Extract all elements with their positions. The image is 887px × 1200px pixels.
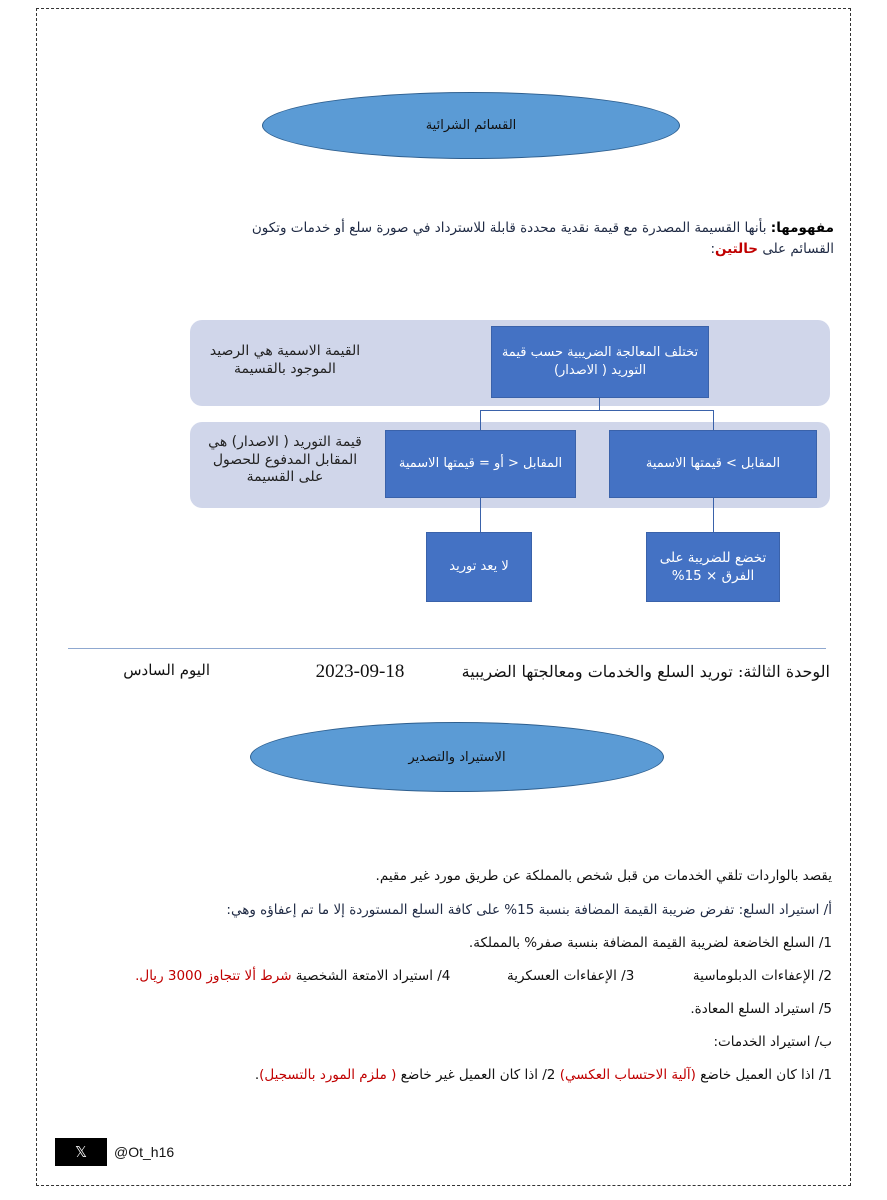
- right-child-box: تخضع للضريبة على الفرق × 15%: [646, 532, 780, 602]
- concept-line2-colon: :: [710, 240, 715, 257]
- case-end: .: [254, 1067, 260, 1083]
- concept-label: مفهومها:: [770, 220, 834, 236]
- unit-date: 2023-09-18: [315, 661, 405, 682]
- x-logo: 𝕏: [55, 1138, 107, 1166]
- paragraph-exemptions: [100, 968, 832, 1001]
- concept-line-1: [150, 218, 834, 239]
- connector-left: [480, 410, 481, 430]
- band1-text: القيمة الاسمية هي الرصيد الموجود بالقسيمة: [209, 343, 361, 377]
- band2-text: قيمة التوريد ( الاصدار) هي المقابل المدفوع للحصول على القسيمة: [208, 434, 362, 485]
- exemption-military: 3/ الإعفاءات العسكرية: [506, 968, 635, 984]
- exemption-diplomatic: 2/ الإعفاءات الدبلوماسية: [692, 968, 832, 984]
- case-2-text: 2/ اذا كان العميل غير خاضع: [396, 1067, 560, 1083]
- unit-day: اليوم السادس: [123, 661, 210, 679]
- connector-right-child: [713, 498, 714, 532]
- two-cases-label: حالتين: [715, 240, 759, 257]
- paragraph-services-import: ب/ استيراد الخدمات:: [713, 1034, 832, 1050]
- concept-line2-text: القسائم على: [758, 240, 834, 257]
- paragraph-services-cases: [100, 1067, 832, 1100]
- supplier-registration-label: ( ملزم المورد بالتسجيل): [259, 1067, 397, 1083]
- top-box: تختلف المعالجة الضريبية حسب قيمة التوريد ( الاصدار): [491, 326, 709, 398]
- divider: [68, 648, 826, 649]
- connector-right: [713, 410, 714, 430]
- case-1-text: 1/ اذا كان العميل خاضع: [695, 1067, 832, 1083]
- exemption-personal: 4/ استيراد الامتعة الشخصية: [295, 968, 451, 984]
- paragraph-goods-import: أ/ استيراد السلع: تفرض ضريبة القيمة المضافة بنسبة 15% على كافة السلع المستوردة إلا ما تم إعفاؤه وهي:: [226, 902, 832, 918]
- unit-header: الوحدة الثالثة: توريد السلع والخدمات ومعالجتها الضريبية: [461, 662, 830, 681]
- paragraph-zero-rated: 1/ السلع الخاضعة لضريبة القيمة المضافة بنسبة صفر% بالمملكة.: [468, 935, 832, 951]
- section-title-text: القسائم الشرائية: [425, 118, 517, 133]
- section-title-import-export: [250, 722, 664, 792]
- left-box: المقابل < أو = قيمتها الاسمية: [385, 430, 576, 498]
- left-child-box: لا يعد توريد: [426, 532, 532, 602]
- concept-text: بأنها القسيمة المصدرة مع قيمة نقدية محددة قابلة للاسترداد في صورة سلع أو خدمات وتكون: [251, 220, 771, 236]
- connector-left-child: [480, 498, 481, 532]
- reverse-charge-label: (آلية الاحتساب العكسي): [559, 1067, 696, 1083]
- paragraph-returned-goods: 5/ استيراد السلع المعادة.: [690, 1001, 832, 1017]
- paragraph-definition: يقصد بالواردات تلقي الخدمات من قبل شخص بالمملكة عن طريق مورد غير مقيم.: [375, 868, 832, 884]
- connector-horizontal: [480, 410, 714, 411]
- concept-paragraph: [150, 218, 834, 260]
- author-handle: @Ot_h16: [114, 1144, 175, 1160]
- import-paragraphs: [100, 868, 832, 1100]
- exemption-condition: شرط ألا تتجاوز 3000 ريال.: [135, 968, 296, 984]
- section2-title-text: الاستيراد والتصدير: [408, 749, 506, 765]
- right-box: المقابل > قيمتها الاسمية: [609, 430, 817, 498]
- concept-line-2: [150, 239, 834, 260]
- section-title-vouchers: [262, 92, 680, 159]
